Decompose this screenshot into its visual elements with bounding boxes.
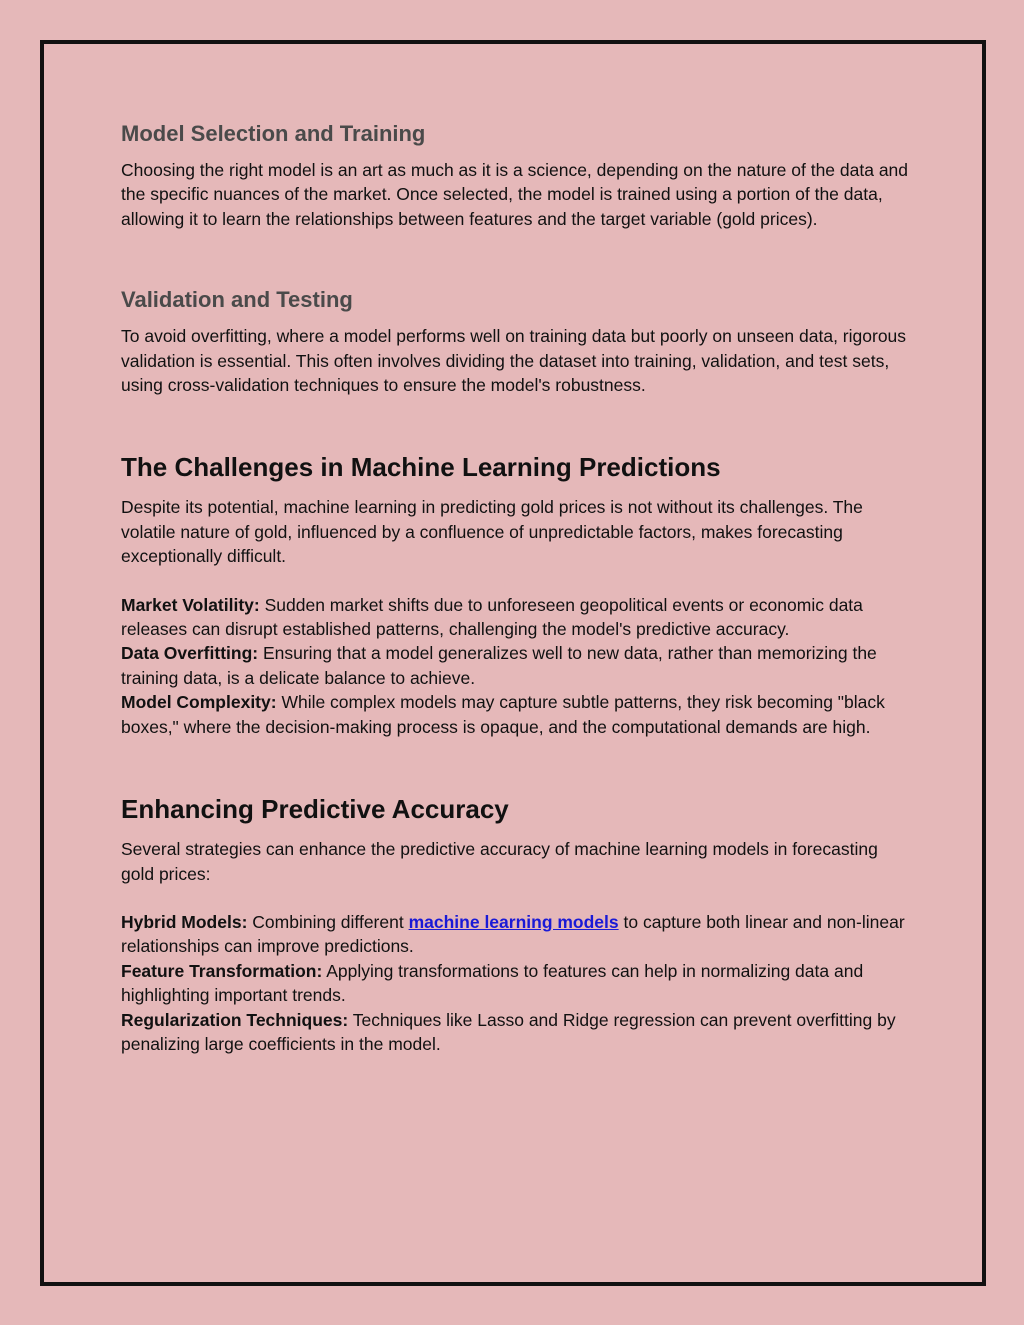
item-term: Market Volatility: <box>121 594 260 615</box>
item-term: Feature Transformation: <box>121 960 323 981</box>
item-term: Regularization Techniques: <box>121 1009 349 1030</box>
item-data-overfitting <box>121 641 911 690</box>
document-content <box>121 120 911 1056</box>
item-feature-transformation <box>121 959 911 1008</box>
item-text: Applying transformations to features can help in normalizing data and highlighting important trends. <box>121 960 864 1006</box>
item-market-volatility <box>121 593 911 642</box>
heading-validation: Validation and Testing <box>121 287 353 313</box>
item-text: Sudden market shifts due to unforeseen geopolitical events or economic data releases can disrupt established patterns, challenging the model's predictive accuracy. <box>121 594 863 640</box>
item-text: Techniques like Lasso and Ridge regression can prevent overfitting by penalizing large coefficients in the model. <box>121 1009 896 1054</box>
item-term: Data Overfitting: <box>121 643 259 664</box>
item-term: Hybrid Models: <box>121 911 248 932</box>
item-model-complexity <box>121 690 911 739</box>
paragraph-accuracy-intro: Several strategies can enhance the predictive accuracy of machine learning models in forecasting gold prices: <box>121 839 878 884</box>
paragraph-model-selection: Choosing the right model is an art as much as it is a science, depending on the nature of the data and the specific nuances of the market. Once selected, the model is trained using a portion of the data, allowing it to learn the relationships between features and the target variable (gold prices). <box>121 160 909 229</box>
heading-model-selection: Model Selection and Training <box>121 121 426 146</box>
item-term: Model Complexity: <box>121 692 277 713</box>
heading-accuracy: Enhancing Predictive Accuracy <box>121 794 509 825</box>
item-text: to capture both linear and non-linear relationships can improve predictions. <box>121 911 905 957</box>
heading-challenges: The Challenges in Machine Learning Predictions <box>121 452 721 483</box>
item-text: Ensuring that a model generalizes well to new data, rather than memorizing the training data, is a delicate balance to achieve. <box>121 643 877 688</box>
item-regularization <box>121 1008 911 1057</box>
paragraph-validation: To avoid overfitting, where a model performs well on training data but poorly on unseen data, rigorous validation is essential. This often involves dividing the dataset into training, validation, and test sets, using cross-validation techniques to ensure the model's robustness. <box>121 326 907 396</box>
paragraph-challenges-intro: Despite its potential, machine learning in predicting gold prices is not without its challenges. The volatile nature of gold, influenced by a confluence of unpredictable factors, makes forecasting exceptionally difficult. <box>121 497 863 567</box>
machine-learning-models-link[interactable]: machine learning models <box>408 911 619 932</box>
item-text: While complex models may capture subtle patterns, they risk becoming "black boxes," where the decision-making process is opaque, and the computational demands are high. <box>121 692 885 737</box>
item-text: Combining different <box>247 911 409 932</box>
item-hybrid-models <box>121 910 911 959</box>
